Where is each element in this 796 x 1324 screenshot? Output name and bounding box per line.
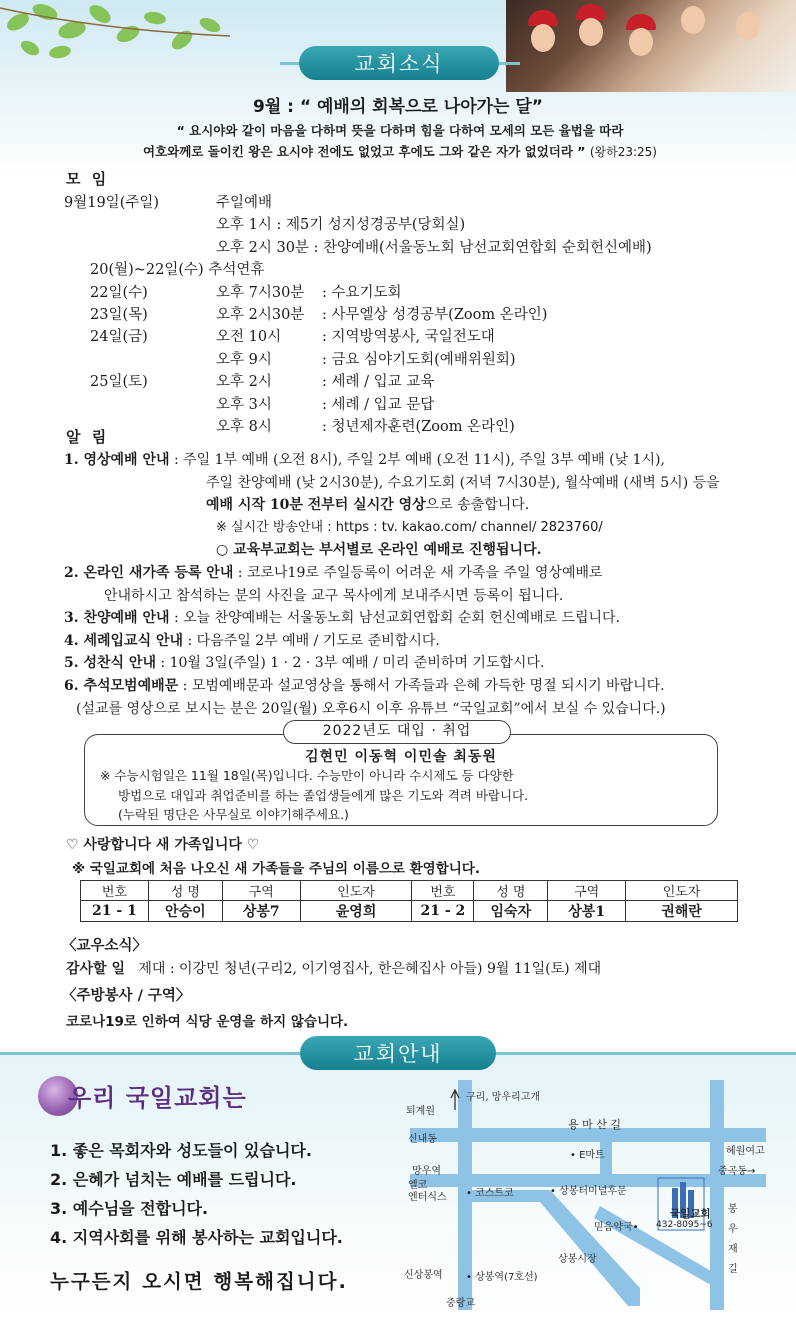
notice-1-rest: 으로 송출합니다. (425, 497, 530, 514)
schedule-event: : 청년제자훈련(Zoom 온라인) (322, 418, 515, 435)
notice-1-line-c (64, 494, 764, 517)
table-header: 인도자 (626, 881, 738, 901)
table-header: 인도자 (300, 881, 412, 901)
map-label: 망우역 (412, 1166, 441, 1177)
church-heading (38, 1076, 268, 1116)
notice-1-line-a (64, 449, 764, 472)
schedule-title: 모 임 (66, 170, 110, 188)
table-header: 번호 (81, 881, 149, 901)
schedule-time: 오후 2시30분 (216, 306, 305, 323)
notice-1-label: 1. 영상예배 안내 (64, 452, 170, 468)
map-label: 엘코 엔터식스 (408, 1180, 447, 1203)
new-family-table (80, 880, 738, 922)
schedule-time: 오후 3시 (216, 396, 272, 413)
table-header: 성 명 (148, 881, 222, 901)
exam-line-3: (누락된 명단은 사무실로 이야기해주세요.) (118, 807, 349, 822)
notices-list (64, 449, 764, 720)
schedule-time: 오후 2시 30분 : 찬양예배(서울동노회 남선교회연합회 순회헌신예배) (216, 239, 652, 256)
notices-title: 알 림 (66, 428, 110, 446)
exam-line-2: 방법으로 대입과 취업준비를 하는 졸업생들에게 많은 기도와 격려 바랍니다. (118, 787, 529, 803)
map-church-phone: 432-8095~6 (656, 1220, 713, 1230)
table-row (81, 901, 738, 922)
map-label: 봉 (728, 1204, 738, 1215)
table-cell: 상봉7 (222, 901, 300, 922)
schedule-row (64, 416, 764, 438)
map-label: 믿음약국• (594, 1222, 639, 1233)
notice-6 (64, 675, 764, 698)
notice-1-line-b: 주일 찬양예배 (낮 2시30분), 수요기도회 (저녁 7시30분), 월삭예배 (새벽 5시) 등을 (206, 474, 720, 491)
schedule-row (64, 304, 764, 326)
notice-2-line-b: 안내하시고 참석하는 분의 사진을 교구 목사에게 보내주시면 등록이 됩니다. (104, 587, 564, 604)
kitchen-text: 코로나19로 인하여 식당 운영을 하지 않습니다. (66, 1014, 349, 1030)
table-cell: 상봉1 (548, 901, 626, 922)
notice-3-text: : 오늘 찬양예배는 서울동노회 남선교회연합회 순회 헌신예배로 드립니다. (169, 610, 621, 627)
schedule-row (64, 394, 764, 416)
schedule-time: 오후 2시 (216, 374, 272, 391)
map-label: • 코스트코 (466, 1188, 514, 1199)
church-location-map (400, 1078, 776, 1314)
table-cell: 윤영희 (300, 901, 412, 922)
map-label: 신상봉역 (404, 1270, 443, 1281)
schedule-event: : 수요기도회 (322, 284, 402, 301)
map-label: • 상봉역(7호선) (466, 1272, 538, 1283)
table-cell: 임숙자 (474, 901, 548, 922)
notice-1-text: : 주일 1부 예배 (오전 8시), 주일 2부 예배 (오전 11시), 주일 3부 예배 (낮 1시), (169, 452, 665, 468)
map-label: 재 (728, 1244, 738, 1255)
verse-line-1: “ 요시야와 같이 마음을 다하며 뜻을 다하며 힘을 다하여 모세의 모든 율법을 따라 (176, 123, 624, 138)
verse-line-2: 여호와께로 돌이킨 왕은 요시야 전에도 없었고 후에도 그와 같은 자가 없었더라 ” (왕하23:25) (143, 144, 657, 159)
table-cell: 권해란 (626, 901, 738, 922)
gyowoo-text: 제대 : 이강민 청년(구리2, 이기영집사, 한은혜집사 아들) 9월 11일(토) 제대 (138, 961, 602, 977)
table-header: 구역 (548, 881, 626, 901)
exam-box-text (100, 766, 712, 825)
kitchen-title: 〈주방봉사 / 구역〉 (62, 988, 191, 1004)
map-label: 신내동 (408, 1134, 437, 1145)
notice-4-text: : 다음주일 2부 예배 / 기도로 준비합시다. (183, 632, 440, 649)
schedule-date: 22일(수) (90, 284, 148, 301)
month-theme-title: 9월 : “ 예배의 회복으로 나아가는 달” (253, 97, 543, 117)
gyowoo-line (66, 958, 601, 978)
notice-5-text: : 10월 3일(주일) 1 · 2 · 3부 예배 / 미리 준비하며 기도합시다. (155, 655, 545, 672)
schedule-time: 주일예배 (216, 195, 273, 211)
notice-6-label: 6. 추석모범예배문 (64, 677, 179, 694)
schedule-date: 9월19일(주일) (64, 195, 160, 211)
schedule-time: 오후 1시 : 제5기 성지성경공부(당회실) (216, 217, 466, 234)
guide-section-title: 교회안내 (300, 1036, 496, 1070)
schedule-date: 25일(토) (90, 374, 148, 391)
schedule-time: 오전 10시 (216, 329, 282, 346)
gyowoo-label: 감사할 일 (66, 961, 125, 977)
table-cell: 21 - 2 (412, 901, 474, 922)
notice-3 (64, 607, 764, 630)
schedule-date: 23일(목) (90, 306, 148, 323)
exam-student-names: 김현민 이동혁 이민솔 최동원 (305, 749, 497, 765)
schedule-date: 20(월)~22일(수) 추석연휴 (90, 262, 265, 279)
map-label: 구리, 망우리고개 (466, 1092, 540, 1103)
schedule-event: : 세례 / 입교 교육 (322, 374, 435, 391)
table-header-row (81, 881, 738, 901)
schedule-event: : 사무엘상 성경공부(Zoom 온라인) (322, 306, 548, 323)
table-header: 번호 (412, 881, 474, 901)
exam-line-1: ※ 수능시험일은 11월 18일(목)입니다. 수능만이 아니라 수시제도 등 다양한 (100, 768, 514, 783)
map-label: 혜원여고 (726, 1146, 765, 1157)
schedule-row (64, 192, 764, 214)
schedule-date: 24일(금) (90, 329, 148, 346)
notice-6-line-b: (설교를 영상으로 보시는 분은 20일(월) 오후6시 이후 유튜브 “국일교회”에서 보실 수 있습니다.) (76, 700, 666, 717)
schedule-row (64, 371, 764, 393)
leaf-decoration-icon (0, 0, 260, 80)
schedule-event: : 지역방역봉사, 국일전도대 (322, 329, 495, 346)
schedule-row (64, 214, 764, 236)
schedule-list (64, 192, 764, 438)
schedule-event: : 세례 / 입교 문답 (322, 396, 435, 413)
schedule-time: 오후 7시30분 (216, 284, 305, 301)
list-item: 1. 좋은 목회자와 성도들이 있습니다. (50, 1141, 312, 1160)
schedule-row (64, 259, 764, 281)
church-creed-list (50, 1136, 343, 1252)
notice-5 (64, 652, 764, 675)
list-item: 2. 은혜가 넘치는 예배를 드립니다. (50, 1170, 297, 1189)
notice-1-stream-link[interactable]: ※ 실시간 방송안내 : https : tv. kakao.com/ channel/ 2823760/ (216, 519, 603, 535)
map-label: • 상봉터미널후문 (550, 1186, 627, 1197)
map-label: 중랑교 (446, 1298, 475, 1309)
map-label: • E마트 (570, 1150, 605, 1161)
map-label: 용 마 산 길 (568, 1118, 621, 1131)
exam-box-title: 2022년도 대입 · 취업 (283, 720, 511, 744)
schedule-time: 오후 8시 (216, 418, 272, 435)
schedule-time: 오후 9시 (216, 351, 272, 368)
list-item: 3. 예수님을 전합니다. (50, 1199, 209, 1218)
list-item: 4. 지역사회를 위해 봉사하는 교회입니다. (50, 1228, 343, 1247)
map-label: 퇴계원 (406, 1106, 435, 1117)
gyowoo-title: 〈교우소식〉 (62, 938, 148, 954)
church-slogan: 누구든지 오시면 행복해집니다. (50, 1270, 348, 1293)
map-label: 길 (728, 1264, 738, 1275)
notice-6-text: : 모범예배문과 설교영상을 통해서 가족들과 은혜 가득한 명절 되시기 바랍니다. (178, 677, 665, 694)
schedule-row (64, 326, 764, 348)
notice-1-education-text: ○ 교육부교회는 부서별로 온라인 예배로 진행됩니다. (216, 542, 542, 559)
notice-2-text: : 코로나19로 주일등록이 어려운 새 가족을 주일 영상예배로 (233, 564, 603, 581)
schedule-row (64, 349, 764, 371)
notice-3-label: 3. 찬양예배 안내 (64, 610, 170, 627)
map-label: 상봉시장 (558, 1254, 597, 1265)
new-family-subtitle: ※ 국일교회에 처음 나오신 새 가족들을 주님의 이름으로 환영합니다. (72, 861, 480, 877)
table-header: 구역 (222, 881, 300, 901)
notice-4 (64, 630, 764, 653)
verse-reference: (왕하23:25) (589, 145, 657, 159)
notice-4-label: 4. 세례입교식 안내 (64, 632, 184, 649)
notice-2-line-a (64, 562, 764, 585)
map-label: 우 (728, 1224, 738, 1235)
table-cell: 21 - 1 (81, 901, 149, 922)
map-church-name: 국일교회 (670, 1208, 711, 1220)
schedule-row (64, 282, 764, 304)
new-family-title: ♡ 사랑합니다 새 가족입니다 ♡ (66, 837, 260, 853)
schedule-event: : 금요 심야기도회(예배위원회) (322, 351, 516, 368)
notice-5-label: 5. 성찬식 안내 (64, 655, 156, 672)
church-heading-text: 우리 국일교회는 (68, 1084, 247, 1112)
christmas-choir-photo (506, 0, 796, 92)
table-cell: 안승이 (148, 901, 222, 922)
map-label: 중곡동→ (718, 1166, 756, 1177)
notice-1-highlight: 예배 시작 10분 전부터 실시간 영상 (206, 497, 426, 514)
table-header: 성 명 (474, 881, 548, 901)
news-section-title: 교회소식 (299, 46, 499, 80)
notice-1-education (64, 539, 764, 562)
notice-2-label: 2. 온라인 새가족 등록 안내 (64, 564, 234, 581)
schedule-row (64, 237, 764, 259)
